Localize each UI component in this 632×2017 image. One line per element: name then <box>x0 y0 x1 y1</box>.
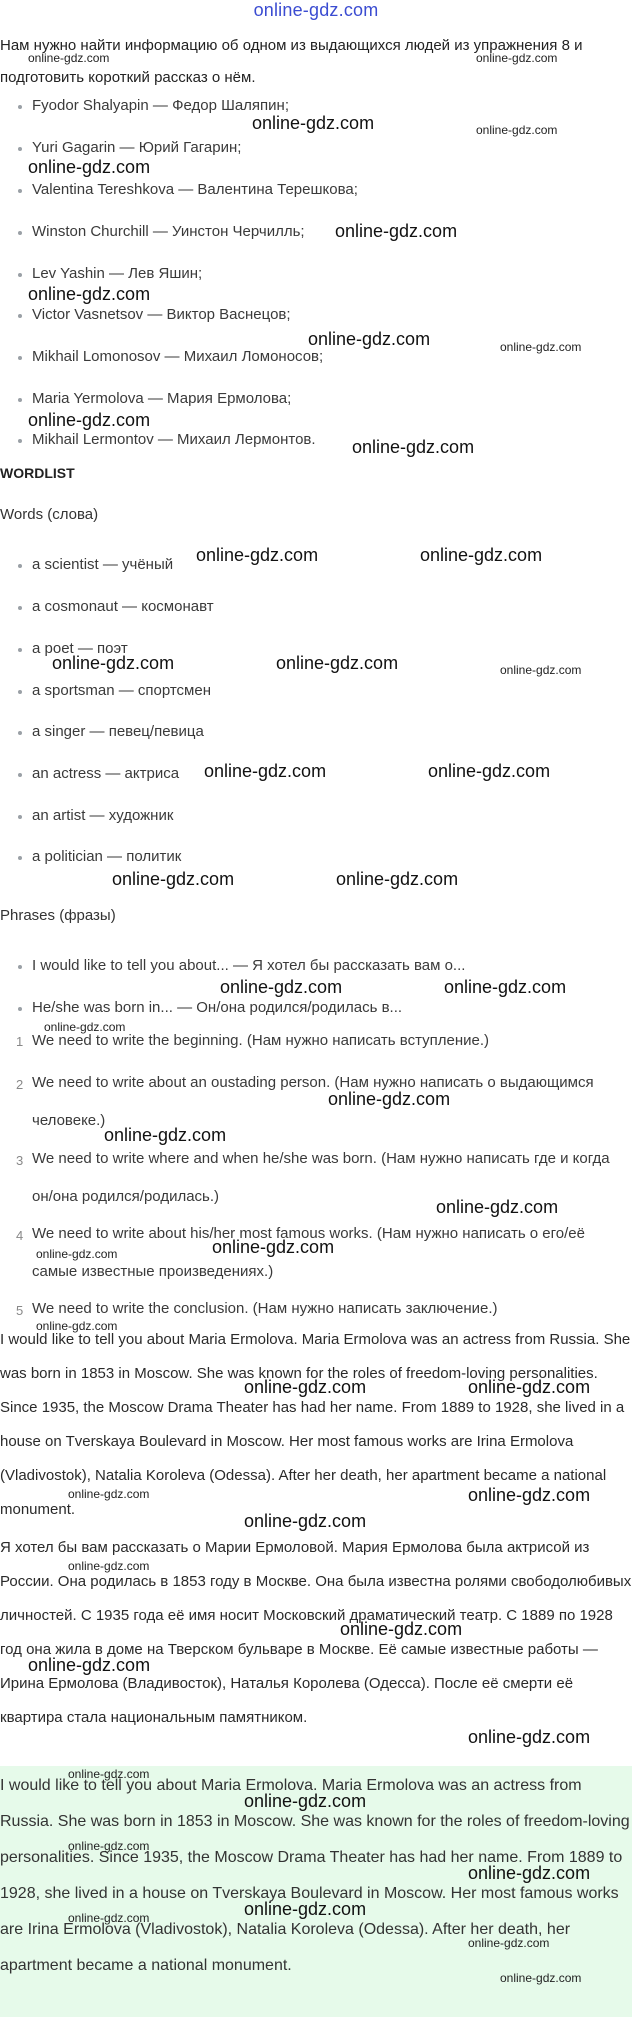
watermark: online-gdz.com <box>328 1089 451 1109</box>
watermark: online-gdz.com <box>420 545 543 565</box>
watermark: online-gdz.com <box>28 157 151 177</box>
watermark: online-gdz.com <box>28 410 151 430</box>
essay-english-highlight: I would like to tell you about Maria Ermolova. Maria Ermolova was an actress from Russia. She was born in 1853 in Moscow. She was known for the roles of freedom-loving personalities. Since 1935, the Moscow Drama Theater has had her name. From 1889 to 1928, she lived in a house on Tverskaya Boulevard in Moscow. Her most famous works are Irina Ermolova (Vladivostok), Natalia Koroleva (Odessa). After her death, her apartment became a national monument. <box>0 1777 630 1974</box>
watermark: online-gdz.com <box>36 1319 118 1333</box>
watermark: online-gdz.com <box>468 1377 591 1397</box>
list-item: Maria Yermolova — Мария Ермолова; <box>32 390 292 407</box>
watermark: online-gdz.com <box>68 1559 150 1573</box>
word-item: an actress — актриса <box>32 765 180 782</box>
list-item: Mikhail Lomonosov — Михаил Ломоносов; <box>32 348 324 365</box>
watermark: online-gdz.com <box>468 1936 550 1950</box>
watermark: online-gdz.com <box>220 977 343 997</box>
watermark: online-gdz.com <box>436 1197 559 1217</box>
wordlist-heading: WORDLIST <box>0 465 75 481</box>
watermark: online-gdz.com <box>428 761 551 781</box>
list-item: Mikhail Lermontov — Михаил Лермонтов. <box>32 431 316 448</box>
watermark: online-gdz.com <box>500 340 582 354</box>
watermark: online-gdz.com <box>500 1971 582 1985</box>
watermark: online-gdz.com <box>28 51 110 65</box>
step-number: 3 <box>16 1153 24 1168</box>
watermark: online-gdz.com <box>308 329 431 349</box>
watermark: online-gdz.com <box>276 653 399 673</box>
watermark: online-gdz.com <box>500 663 582 677</box>
step-number: 1 <box>16 1034 24 1049</box>
word-item: a singer — певец/певица <box>32 723 204 740</box>
step-number: 2 <box>16 1077 24 1092</box>
watermark: online-gdz.com <box>476 123 558 137</box>
word-item: a cosmonaut — космонавт <box>32 598 214 615</box>
watermark: online-gdz.com <box>244 1377 367 1397</box>
watermark: online-gdz.com <box>335 221 458 241</box>
watermark: online-gdz.com <box>112 869 235 889</box>
watermark: online-gdz.com <box>340 1619 463 1639</box>
word-item: a poet — поэт <box>32 640 128 657</box>
watermark: online-gdz.com <box>68 1911 150 1925</box>
word-item: a sportsman — спортсмен <box>32 682 211 699</box>
watermark: online-gdz.com <box>28 284 151 304</box>
watermark: online-gdz.com <box>468 1727 591 1747</box>
watermark: online-gdz.com <box>104 1125 227 1145</box>
watermark: online-gdz.com <box>468 1863 591 1883</box>
list-item: Victor Vasnetsov — Виктор Васнецов; <box>32 306 291 323</box>
watermark: online-gdz.com <box>476 51 558 65</box>
list-item: Lev Yashin — Лев Яшин; <box>32 265 203 282</box>
watermark: online-gdz.com <box>244 1511 367 1531</box>
site-title[interactable]: online-gdz.com <box>253 0 379 20</box>
step-text: We need to write where and when he/she was born. (Нам нужно написать где и когда он/она родился/родилась.) <box>32 1150 610 1205</box>
watermark: online-gdz.com <box>212 1237 335 1257</box>
phrases-heading: Phrases (фразы) <box>0 907 116 924</box>
watermark: online-gdz.com <box>468 1485 591 1505</box>
watermark: online-gdz.com <box>244 1791 367 1811</box>
watermark: online-gdz.com <box>336 869 459 889</box>
step-text: We need to write the beginning. (Нам нужно написать вступление.) <box>32 1032 490 1049</box>
watermark: online-gdz.com <box>68 1839 150 1853</box>
step-text: We need to write about his/her most famous works. (Нам нужно написать о его/её самые известные произведениях.) <box>32 1225 585 1280</box>
watermark: online-gdz.com <box>244 1899 367 1919</box>
words-heading: Words (слова) <box>0 506 99 523</box>
word-item: an artist — художник <box>32 807 174 824</box>
phrase-item: I would like to tell you about... — Я хотел бы рассказать вам о... <box>32 957 466 974</box>
essay-english: I would like to tell you about Maria Ermolova. Maria Ermolova was an actress from Russia. She was born in 1853 in Moscow. She was known for the roles of freedom-loving personalities. Since 1935, the Moscow Drama Theater has had her name. From 1889 to 1928, she lived in a house on Tverskaya Boulevard in Moscow. Her most famous works are Irina Ermolova (Vladivostok), Natalia Koroleva (Odessa). After her death, her apartment became a national monument. <box>0 1331 631 1518</box>
word-item: a politician — политик <box>32 848 182 865</box>
intro-text: Нам нужно найти информацию об одном из выдающихся людей из упражнения 8 и подготовить короткий рассказ о нём. <box>0 37 583 86</box>
step-number: 5 <box>16 1303 24 1318</box>
watermark: online-gdz.com <box>44 1020 126 1034</box>
list-item: Winston Churchill — Уинстон Черчилль; <box>32 223 305 240</box>
word-item: a scientist — учёный <box>32 556 174 573</box>
watermark: online-gdz.com <box>196 545 319 565</box>
step-text: We need to write about an oustading person. (Нам нужно написать о выдающимся человеке.) <box>32 1074 594 1129</box>
step-number: 4 <box>16 1228 24 1243</box>
watermark: online-gdz.com <box>68 1767 150 1781</box>
watermark: online-gdz.com <box>204 761 327 781</box>
step-text: We need to write the conclusion. (Нам нужно написать заключение.) <box>32 1300 498 1317</box>
list-item: Yuri Gagarin — Юрий Гагарин; <box>32 139 242 156</box>
watermark: online-gdz.com <box>36 1247 118 1261</box>
watermark: online-gdz.com <box>28 1655 151 1675</box>
essay-russian: Я хотел бы вам рассказать о Марии Ермоловой. Мария Ермолова была актрисой из России. Она родилась в 1853 году в Москве. Она была известна ролями свободолюбивых личностей. С 1935 года её имя носит Московский драматический театр. С 1889 по 1928 год она жила в доме на Тверском бульваре в Москве. Её самые известные работы — Ирина Ермолова (Владивосток), Наталья Королева (Одесса). После её смерти её квартира стала национальным памятником. <box>0 1539 632 1726</box>
watermark: online-gdz.com <box>52 653 175 673</box>
watermark: online-gdz.com <box>252 113 375 133</box>
watermark: online-gdz.com <box>68 1487 150 1501</box>
phrase-item: He/she was born in... — Он/она родился/родилась в... <box>32 999 403 1016</box>
list-item: Fyodor Shalyapin — Федор Шаляпин; <box>32 97 290 114</box>
watermark: online-gdz.com <box>444 977 567 997</box>
list-item: Valentina Tereshkova — Валентина Терешкова; <box>32 181 358 198</box>
watermark: online-gdz.com <box>352 437 475 457</box>
